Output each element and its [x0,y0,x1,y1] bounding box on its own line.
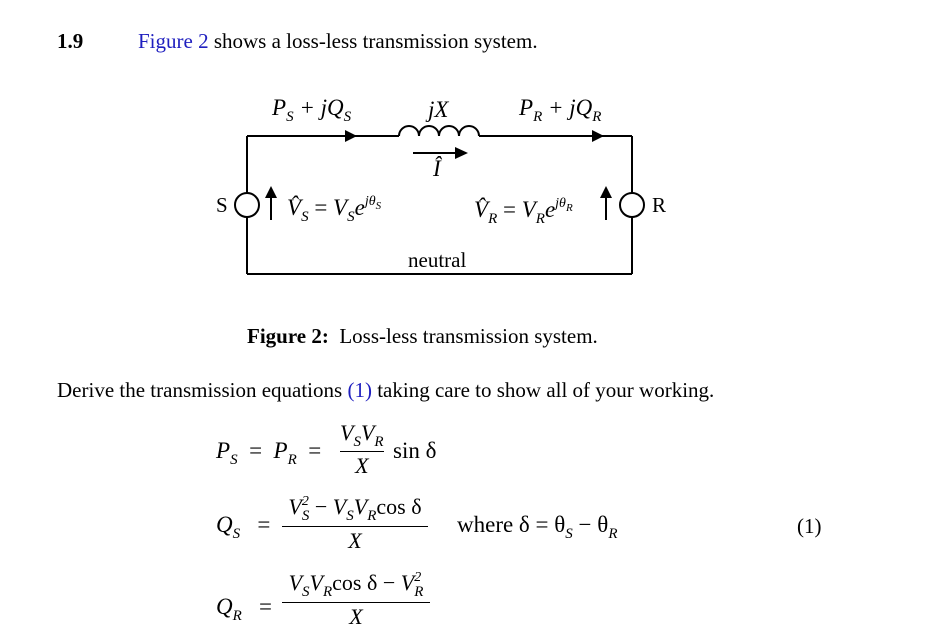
eq1-ps-subscript: S [230,452,238,468]
vr-magnitude-subscript: R [535,211,545,227]
vr-exp-base: e [544,197,556,222]
sending-label: S [216,193,228,217]
eq3-num-minus: − [377,570,401,595]
vr-hat: V̂ [474,197,489,222]
eq1-ps: P [216,438,231,463]
eq2-where-equals: = [529,512,555,537]
eq2-qs-subscript: S [232,526,241,542]
task-text-pre: Derive the transmission equations [57,378,348,402]
vr-exponent: jθ [555,196,566,211]
inductor-coil [399,126,479,136]
receiving-power-arrow [592,130,604,142]
vs-exponent-subscript: S [375,200,382,212]
eq2-fraction-bar [282,526,428,527]
vr-arrow-head [600,186,612,198]
eq2-num-square: 2 [301,494,309,509]
vr-phasor-label [474,196,573,227]
caption-text: Loss-less transmission system. [339,324,598,348]
eq3-num-cos: cos δ [332,570,378,595]
task-text-post: taking care to show all of your working. [371,378,715,402]
eq1-num-vr: V [360,420,375,445]
vs-exponent: jθ [364,194,376,209]
vs-equals: = [308,195,334,220]
qr-symbol: Q [575,95,593,120]
sending-source-circle [235,193,259,217]
eq2-theta-r: θ [597,512,609,537]
eq3-num-vr-sq-sub: R [414,584,424,600]
vr-hat-subscript: R [488,211,498,227]
ps-symbol: P [272,95,287,120]
eq2-equals: = [257,512,271,537]
eq3-fraction [282,570,430,629]
receiving-source-circle [620,193,644,217]
vs-magnitude-subscript: S [347,209,355,225]
eq2-where-clause [457,512,618,542]
vs-hat: V̂ [287,195,302,220]
pr-plus-j: + j [542,95,576,120]
eq2-num-vs-sub: S [346,508,354,524]
vs-hat-subscript: S [301,209,309,225]
eq3-equals: = [259,594,273,619]
eq1-fraction [340,420,384,478]
sending-power-arrow [345,130,357,142]
eq2-where: where δ [457,512,530,537]
section-number: 1.9 [57,29,84,53]
eq1-lhs [216,438,322,468]
intro-text: shows a loss-less transmission system. [208,29,538,53]
ps-jqs-label [272,95,352,125]
eq2-theta-s-sub: S [565,526,573,542]
qr-subscript: R [592,109,602,125]
receiving-label: R [652,193,667,217]
vr-exponent-subscript: R [565,202,573,214]
figure-caption [247,324,598,349]
equation-1-link[interactable]: (1) [347,378,372,402]
eq3-num-square: 2 [414,570,422,585]
vs-exp-base: e [354,195,365,220]
eq1-denominator: X [355,453,369,478]
ps-subscript: S [286,109,294,125]
eq2-theta-r-sub: R [608,526,618,542]
eq3-denominator: X [349,604,363,629]
eq2-num-vs: V [332,494,347,519]
neutral-label: neutral [408,248,467,272]
task-sentence [57,378,714,403]
eq1-pr-subscript: R [287,452,297,468]
qs-symbol: Q [326,95,344,120]
eq2-num-vr: V [353,494,368,519]
eq1-equals-1: = [249,438,263,463]
transmission-circuit-diagram [0,0,935,300]
reactance-label: jX [428,97,449,122]
equation-number: (1) [797,514,822,538]
eq2-num-vs-sq: V [288,494,302,519]
eq3-num-vr-sub: R [322,584,333,600]
eq3-num-vr-sq: V [400,570,415,595]
eq3-num-vs-sub: S [302,584,310,600]
eq2-qs: Q [216,512,233,537]
eq2-num-vs-sq-sub: S [301,508,310,524]
eq3-num-vs: V [288,570,303,595]
eq2-minus: − [572,512,598,537]
pr-subscript: R [533,109,543,125]
pr-jqr-label [519,95,602,125]
vr-equals: = [497,197,522,222]
eq1-pr: P [273,438,288,463]
eq3-num-vr: V [309,570,323,595]
eq3-lhs [216,594,273,624]
eq2-lhs [216,512,271,542]
eq3-qr-subscript: R [232,608,242,624]
vs-magnitude: V [333,195,348,220]
eq2-theta-s: θ [554,512,566,537]
eq3-qr: Q [216,594,233,619]
qs-subscript: S [343,109,352,125]
pr-symbol: P [519,95,534,120]
eq1-num-vs: V [340,420,354,445]
eq1-equals-2: = [308,438,322,463]
caption-label: Figure 2: [247,324,329,348]
eq3-fraction-bar [282,602,430,603]
eq2-num-vr-sub: R [367,508,377,524]
eq1-sin-delta: sin δ [393,438,437,463]
eq2-num-minus: − [309,494,333,519]
current-label: Î [433,156,441,181]
eq1-num-vs-sub: S [353,434,361,450]
vs-arrow-head [265,186,277,198]
ps-plus-j: + j [293,95,327,120]
eq1-num-vr-sub: R [374,434,384,450]
vr-magnitude: V [521,197,536,222]
eq2-denominator: X [348,528,362,553]
current-arrow-head [455,147,468,159]
figure-2-link[interactable]: Figure 2 [138,29,209,53]
eq2-num-cos: cos δ [376,494,422,519]
eq1-fraction-bar [340,451,384,452]
vs-phasor-label [287,194,382,225]
eq2-fraction [282,494,428,553]
